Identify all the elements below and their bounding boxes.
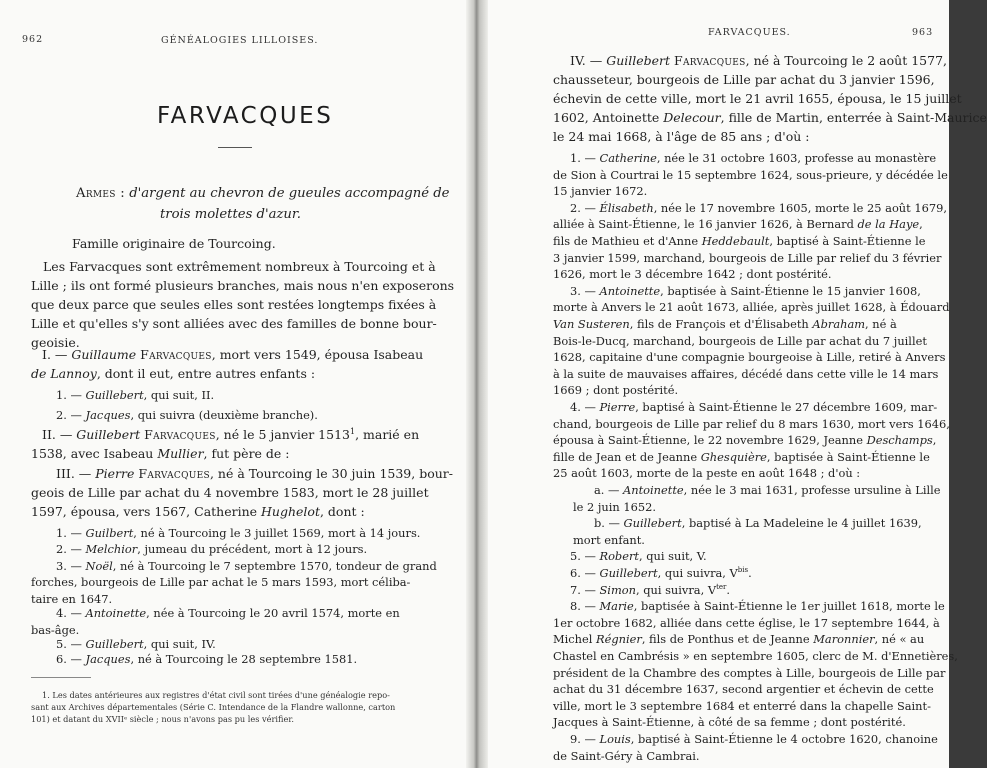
- right-page: [483, 0, 987, 768]
- person-name: Guillebert: [623, 516, 682, 530]
- person-name: Deschamps: [866, 433, 933, 447]
- gen2-line-1: II. — Guillebert Farvacques, né le 5 janvier 1513$^1$, marié en: [42, 427, 420, 443]
- person-name: Guillebert: [85, 637, 144, 651]
- entry-line: 3. — Noël, né à Tourcoing le 7 septembre 1570, tondeur de grand: [56, 559, 437, 573]
- gen2-line-2: 1538, avec Isabeau Mullier, fut père de :: [31, 446, 290, 461]
- continuation-line: chand, bourgeois de Lille par relief du 8 mars 1630, mort vers 1646,: [553, 417, 950, 431]
- person-name: Antoinette: [85, 606, 147, 620]
- continuation-line: mort enfant.: [573, 533, 645, 547]
- continuation-line: Bois-le-Ducq, marchand, bourgeois de Lille par achat du 7 juillet: [553, 334, 927, 348]
- gen1-line-1: I. — Guillaume Farvacques, mort vers 1549, épousa Isabeau: [42, 347, 424, 362]
- person-name: Heddebault: [701, 234, 770, 248]
- person-name: de la Haye: [857, 217, 920, 231]
- person-name: Noël: [85, 559, 113, 573]
- title-rule: [218, 147, 252, 148]
- intro-line: geoisie.: [31, 335, 80, 350]
- intro-line: Lille et qu'elles s'y sont alliées avec des familles de bonne bour-: [31, 316, 437, 331]
- intro-line: Lille ; ils ont formé plusieurs branches, mais nous n'en exposerons: [31, 278, 455, 293]
- continuation-line: alliée à Saint-Étienne, le 16 janvier 1626, à Bernard de la Haye,: [553, 217, 923, 231]
- continuation-line: 3 janvier 1599, marchand, bourgeois de Lille par relief du 3 février: [553, 251, 942, 265]
- person-name: Simon: [599, 583, 636, 597]
- armes-line-2: trois molettes d'azur.: [160, 207, 301, 222]
- continuation-line: le 2 juin 1652.: [573, 500, 656, 514]
- gen1-line-2: de Lannoy, dont il eut, entre autres enfants :: [31, 366, 316, 381]
- entry-line: 6. — Jacques, né à Tourcoing le 28 septembre 1581.: [56, 652, 358, 666]
- entry-line: 6. — Guillebert, qui suivra, $V^{bis}$.: [570, 566, 752, 580]
- continuation-line: taire en 1647.: [31, 592, 113, 606]
- continuation-line: forches, bourgeois de Lille par achat le 5 mars 1593, mort céliba-: [31, 575, 411, 589]
- continuation-line: épousa à Saint-Étienne, le 22 novembre 1629, Jeanne Deschamps,: [553, 433, 937, 447]
- gen3-line-1: III. — Pierre Farvacques, né à Tourcoing le 30 juin 1539, bour-: [56, 466, 453, 481]
- person-name: Robert: [599, 549, 639, 563]
- person-name: Guillebert: [85, 388, 144, 402]
- continuation-line: de Saint-Géry à Cambrai.: [553, 749, 700, 763]
- entry-line: a. — Antoinette, née le 3 mai 1631, professe ursuline à Lille: [594, 483, 941, 497]
- gen4-line-5: le 24 mai 1668, à l'âge de 85 ans ; d'où :: [553, 129, 810, 144]
- entry-line: 1. — Catherine, née le 31 octobre 1603, professe au monastère: [570, 151, 937, 165]
- person-name: Catherine: [599, 151, 657, 165]
- person-name: Guillebert: [599, 566, 658, 580]
- continuation-line: achat du 31 décembre 1637, second argentier et échevin de cette: [553, 682, 934, 696]
- footnote-line: 101) et datant du XVIIᵉ siècle ; nous n'avons pas pu les vérifier.: [31, 714, 294, 724]
- gen3-line-2: geois de Lille par achat du 4 novembre 1583, mort le 28 juillet: [31, 485, 429, 500]
- continuation-line: président de la Chambre des comptes à Lille, bourgeois de Lille par: [553, 666, 946, 680]
- continuation-line: fils de Mathieu et d'Anne Heddebault, baptisé à Saint-Étienne le: [553, 234, 926, 248]
- continuation-line: Chastel en Cambrésis » en septembre 1605, clerc de M. d'Ennetières,: [553, 649, 958, 663]
- gen4-line-3: échevin de cette ville, mort le 21 avril 1655, épousa, le 15 juillet: [553, 91, 962, 106]
- footnote-line: 1. Les dates antérieures aux registres d'état civil sont tirées d'une généalogie repo-: [42, 690, 390, 700]
- person-name: Jacques: [85, 652, 131, 666]
- continuation-line: Jacques à Saint-Étienne, à côté de sa femme ; dont postérité.: [553, 715, 906, 729]
- person-name: Régnier: [596, 632, 642, 646]
- continuation-line: de Sion à Courtrai le 15 septembre 1624, sous-prieure, y décédée le: [553, 168, 948, 182]
- gen4-line-2: chausseteur, bourgeois de Lille par achat du 3 janvier 1596,: [553, 72, 935, 87]
- gen3-line-3: 1597, épousa, vers 1567, Catherine Hughelot, dont :: [31, 504, 365, 519]
- armes-line-1: Armes : d'argent au chevron de gueules accompagné de: [76, 186, 450, 201]
- entry-line: 3. — Antoinette, baptisée à Saint-Étienne le 15 janvier 1608,: [570, 284, 921, 298]
- entry-line: 7. — Simon, qui suivra, $V^{ter}$.: [570, 583, 730, 597]
- person-name: Marie: [599, 599, 634, 613]
- person-name: Abraham: [812, 317, 866, 331]
- continuation-line: 25 août 1603, morte de la peste en août 1648 ; d'où :: [553, 466, 861, 480]
- page-title: FARVACQUES: [157, 103, 334, 129]
- entry-line: 1. — Guilbert, né à Tourcoing le 3 juillet 1569, mort à 14 jours.: [56, 526, 421, 540]
- person-name: Ghesquière: [700, 450, 767, 464]
- intro-line: Les Farvacques sont extrêmement nombreux à Tourcoing et à: [43, 259, 436, 274]
- continuation-line: ville, mort le 3 septembre 1684 et enterré dans la chapelle Saint-: [553, 699, 931, 713]
- continuation-line: 1er octobre 1682, alliée dans cette église, le 17 septembre 1644, à: [553, 616, 940, 630]
- left-page: [0, 0, 470, 768]
- entry-line: 8. — Marie, baptisée à Saint-Étienne le 1er juillet 1618, morte le: [570, 599, 945, 613]
- continuation-line: Van Susteren, fils de François et d'Élisabeth Abraham, né à: [553, 317, 897, 331]
- person-name: Élisabeth: [599, 201, 654, 215]
- left-page-number: 962: [22, 34, 44, 45]
- person-name: Jacques: [85, 408, 131, 422]
- right-page-number: 963: [912, 27, 934, 38]
- right-running-head: FARVACQUES.: [708, 27, 791, 38]
- entry-line: 1. — Guillebert, qui suit, II.: [56, 388, 215, 402]
- entry-line: 2. — Jacques, qui suivra (deuxième branche).: [56, 408, 318, 422]
- entry-line: 5. — Guillebert, qui suit, IV.: [56, 637, 216, 651]
- entry-line: 5. — Robert, qui suit, V.: [570, 549, 707, 563]
- continuation-line: à la suite de mauvaises affaires, décédé dans cette ville le 14 mars: [553, 367, 939, 381]
- person-name: Guilbert: [85, 526, 134, 540]
- person-name: Louis: [599, 732, 631, 746]
- person-name: Maronnier: [813, 632, 875, 646]
- person-name: Van Susteren: [553, 317, 630, 331]
- entry-line: 2. — Melchior, jumeau du précédent, mort à 12 jours.: [56, 542, 368, 556]
- footnote-rule: [31, 677, 91, 678]
- continuation-line: 1669 ; dont postérité.: [553, 383, 679, 397]
- person-name: Pierre: [599, 400, 636, 414]
- entry-line: 4. — Antoinette, née à Tourcoing le 20 avril 1574, morte en: [56, 606, 400, 620]
- intro-line: que deux parce que seules elles sont restées longtemps fixées à: [31, 297, 437, 312]
- continuation-line: 15 janvier 1672.: [553, 184, 648, 198]
- continuation-line: 1626, mort le 3 décembre 1642 ; dont postérité.: [553, 267, 832, 281]
- continuation-line: bas-âge.: [31, 623, 80, 637]
- person-name: Antoinette: [623, 483, 684, 497]
- entry-line: b. — Guillebert, baptisé à La Madeleine le 4 juillet 1639,: [594, 516, 922, 530]
- continuation-line: 1628, capitaine d'une compagnie bourgeoise à Lille, retiré à Anvers: [553, 350, 946, 364]
- continuation-line: morte à Anvers le 21 août 1673, alliée, après juillet 1628, à Édouard: [553, 300, 950, 314]
- entry-line: 4. — Pierre, baptisé à Saint-Étienne le 27 décembre 1609, mar-: [570, 400, 938, 414]
- entry-line: 2. — Élisabeth, née le 17 novembre 1605, morte le 25 août 1679,: [570, 201, 947, 215]
- continuation-line: Michel Régnier, fils de Ponthus et de Jeanne Maronnier, né « au: [553, 632, 925, 646]
- left-running-head: GÉNÉALOGIES LILLOISES.: [161, 35, 319, 46]
- origin-text: Famille originaire de Tourcoing.: [72, 236, 276, 251]
- gen4-line-4: 1602, Antoinette Delecour, fille de Martin, enterrée à Saint-Maurice: [553, 110, 987, 125]
- footnote-line: sant aux Archives départementales (Série C. Intendance de la Flandre wallonne, carton: [31, 702, 396, 712]
- continuation-line: fille de Jean et de Jeanne Ghesquière, baptisée à Saint-Étienne le: [553, 450, 930, 464]
- person-name: Antoinette: [599, 284, 661, 298]
- person-name: Melchior: [85, 542, 138, 556]
- entry-line: 9. — Louis, baptisé à Saint-Étienne le 4 octobre 1620, chanoine: [570, 732, 938, 746]
- gen4-line-1: IV. — Guillebert Farvacques, né à Tourcoing le 2 août 1577,: [570, 53, 947, 68]
